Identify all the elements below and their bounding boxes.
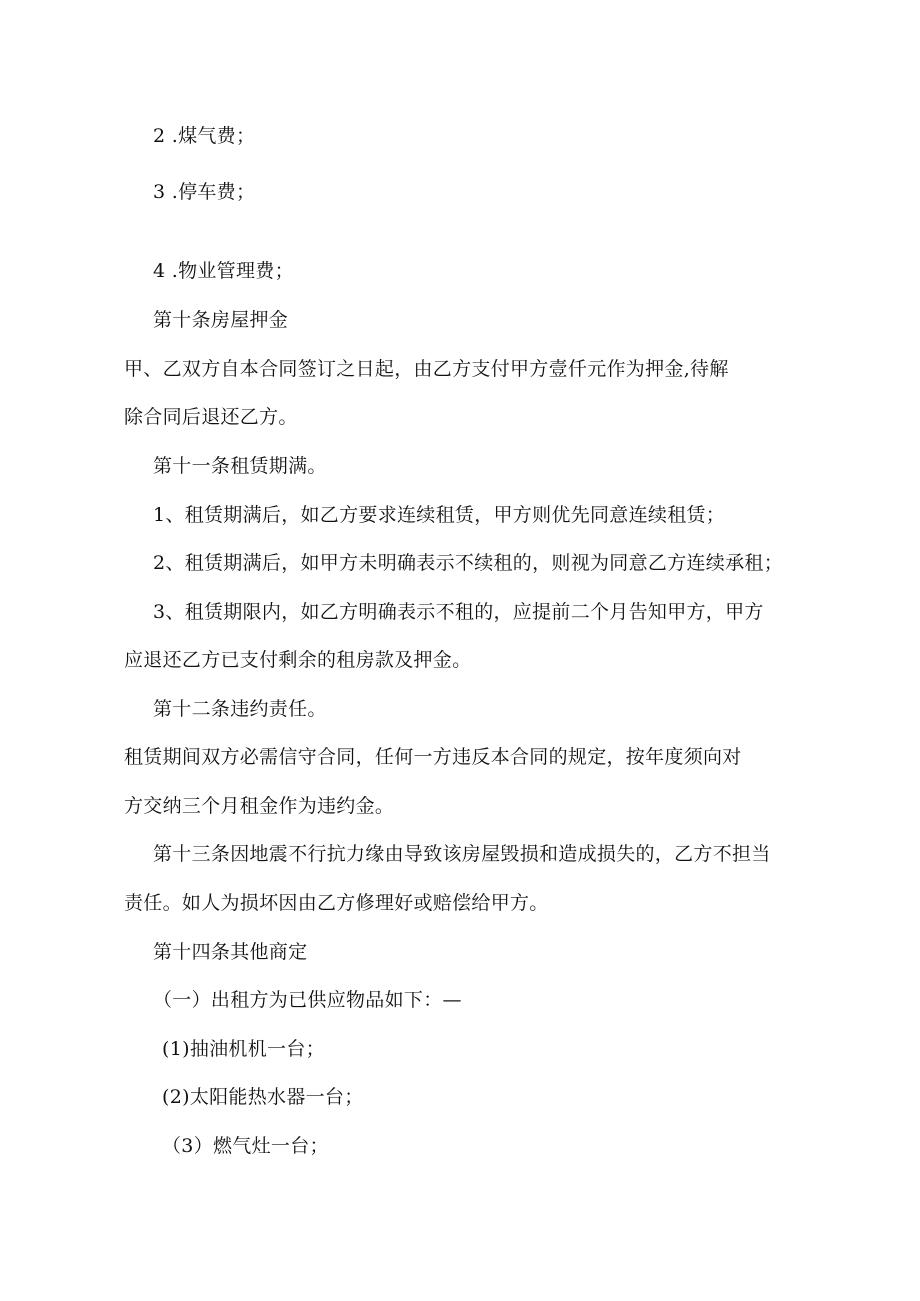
article-12-body-line-2: 方交纳三个月租金作为违约金。 (124, 795, 395, 817)
article-14-heading: 第十四条其他商定 (153, 941, 308, 963)
article-14-subsection-1: （一）出租方为已供应物品如下：— (153, 989, 462, 1011)
article-13-line-2: 责任。如人为损坏因由乙方修理好或赔偿给甲方。 (124, 892, 549, 914)
article-12-body-line-1: 租赁期间双方必需信守合同，任何一方违反本合同的规定，按年度须向对 (124, 746, 742, 768)
supplied-item-2: (2)太阳能热水器一台； (162, 1086, 364, 1108)
article-12-heading: 第十二条违约责任。 (153, 698, 327, 720)
fee-item-gas: 2 .煤气费； (153, 125, 256, 147)
article-11-item-3-line-2: 应退还乙方已支付剩余的租房款及押金。 (124, 649, 472, 671)
article-11-item-2: 2、租赁期满后，如甲方未明确表示不续租的，则视为同意乙方连续承租； (153, 552, 783, 574)
article-11-item-3-line-1: 3、租赁期限内，如乙方明确表示不租的，应提前二个月告知甲方，甲方 (153, 601, 764, 623)
article-10-body-line-2: 除合同后退还乙方。 (124, 406, 298, 428)
article-10-body-line-1: 甲、乙双方自本合同签订之日起，由乙方支付甲方壹仟元作为押金,待解 (124, 358, 729, 380)
fee-item-property-management: 4 .物业管理费； (153, 260, 294, 282)
article-13-line-1: 第十三条因地震不行抗力缘由导致该房屋毁损和造成损失的，乙方不担当 (153, 843, 771, 865)
supplied-item-1: (1)抽油机机一台； (162, 1038, 325, 1060)
supplied-item-3: （3）燃气灶一台； (162, 1135, 329, 1157)
fee-item-parking: 3 .停车费； (153, 181, 256, 203)
article-10-heading: 第十条房屋押金 (153, 309, 289, 331)
article-11-item-1: 1、租赁期满后，如乙方要求连续租赁，甲方则优先同意连续租赁； (153, 504, 726, 526)
article-11-heading: 第十一条租赁期满。 (153, 455, 327, 477)
